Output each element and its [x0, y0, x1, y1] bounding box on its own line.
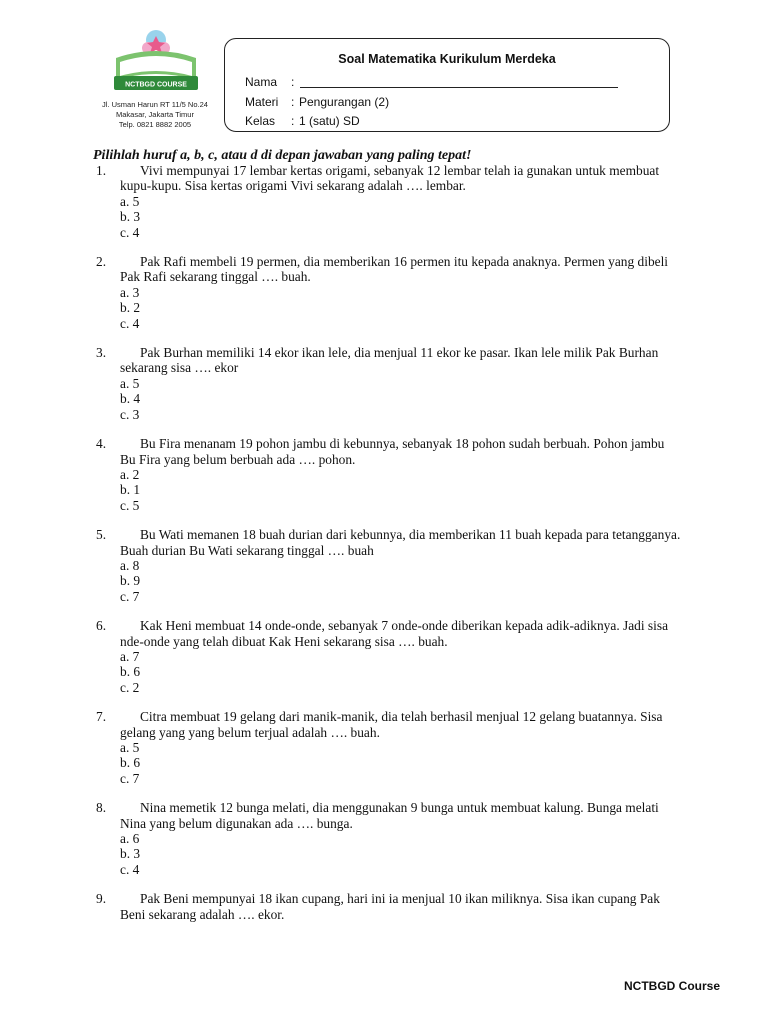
answer-option[interactable]: c. 7 [120, 770, 140, 786]
question-item [96, 527, 681, 604]
question-number: 9. [96, 891, 107, 907]
answer-option[interactable]: c. 7 [120, 588, 140, 604]
header-box [224, 38, 670, 132]
class-value: 1 (satu) SD [299, 114, 360, 128]
question-item [96, 163, 681, 240]
answer-option[interactable]: c. 4 [120, 315, 140, 331]
question-number: 2. [96, 254, 107, 270]
question-item [96, 345, 681, 422]
answer-option[interactable]: b. 4 [120, 391, 141, 407]
answer-option[interactable]: a. 6 [120, 831, 140, 847]
address-line: Telp. 0821 8882 2005 [118, 120, 192, 129]
question-item [96, 618, 681, 695]
answer-option[interactable]: c. 5 [120, 497, 140, 513]
class-row: Kelas : 1 (satu) SD [245, 114, 360, 128]
question-number: 8. [96, 800, 107, 816]
answer-option[interactable]: b. 3 [120, 209, 141, 225]
course-logo [96, 28, 216, 100]
subject-row: Materi : Pengurangan (2) [245, 95, 390, 109]
question-list [96, 163, 681, 922]
answer-option[interactable]: b. 6 [120, 664, 141, 680]
answer-option[interactable]: b. 9 [120, 573, 141, 589]
question-text: Vivi mempunyai 17 lembar kertas origami, sebanyak 12 lembar telah ia gunakan untuk membuat kupu-kupu. Sisa kertas origami Vivi sekarang adalah …. lembar. [120, 163, 660, 194]
question-text: Citra membuat 19 gelang dari manik-manik, dia telah berhasil menjual 12 gelang buatannya. Sisa gelang yang yang belum terjual adalah …. buah. [120, 709, 663, 740]
answer-option[interactable]: a. 5 [120, 193, 140, 209]
answer-option[interactable]: b. 3 [120, 846, 141, 862]
question-number: 5. [96, 527, 107, 543]
subject-label: Materi [245, 95, 279, 109]
answer-option[interactable]: a. 5 [120, 740, 140, 755]
answer-option[interactable]: a. 5 [120, 375, 140, 391]
address-line: Jl. Usman Harun RT 11/5 No.24 [102, 100, 208, 109]
question-item [96, 800, 681, 877]
question-text: Kak Heni membuat 14 onde-onde, sebanyak 7 onde-onde diberikan kepada adik-adiknya. Jadi sisa nde-onde yang telah dibuat Kak Heni sekarang sisa …. buah. [120, 618, 669, 649]
instruction: Pilihlah huruf a, b, c, atau d di depan jawaban yang paling tepat! [93, 148, 472, 163]
name-label: Nama [245, 75, 278, 89]
school-address [80, 100, 230, 130]
question-text: Bu Fira menanam 19 pohon jambu di kebunnya, sebanyak 18 pohon sudah berbuah. Pohon jambu Bu Fira yang belum berbuah ada …. pohon. [120, 436, 665, 467]
question-number: 6. [96, 618, 107, 634]
question-item [96, 891, 681, 922]
answer-option[interactable]: c. 3 [120, 406, 140, 422]
question-number: 4. [96, 436, 107, 452]
class-label: Kelas [245, 114, 276, 128]
question-text: Nina memetik 12 bunga melati, dia menggunakan 9 bunga untuk membuat kalung. Bunga melati Nina yang belum digunakan ada …. bunga. [120, 800, 659, 831]
answer-option[interactable]: a. 3 [120, 284, 140, 300]
answer-option[interactable]: a. 2 [120, 466, 140, 482]
question-number: 7. [96, 709, 107, 725]
answer-option[interactable]: b. 2 [120, 300, 141, 316]
name-field[interactable] [300, 75, 618, 88]
answer-option[interactable]: c. 2 [120, 679, 140, 695]
answer-option[interactable]: c. 4 [120, 224, 140, 240]
worksheet-title: Soal Matematika Kurikulum Merdeka [338, 52, 556, 66]
question-text: Bu Wati memanen 18 buah durian dari kebunnya, dia memberikan 11 buah kepada para tetangganya. Buah durian Bu Wati sekarang tinggal …. buah [120, 527, 681, 558]
answer-option[interactable]: a. 7 [120, 648, 140, 664]
question-item [96, 436, 681, 513]
answer-option[interactable]: c. 4 [120, 861, 140, 877]
subject-value: Pengurangan (2) [299, 95, 390, 109]
answer-option[interactable]: b. 6 [120, 755, 141, 771]
footer-label: NCTBGD Course [623, 979, 720, 993]
question-item [96, 254, 681, 331]
question-number: 3. [96, 345, 107, 361]
question-text: Pak Beni mempunyai 18 ikan cupang, hari ini ia menjual 10 ikan miliknya. Sisa ikan cupang Pak Beni sekarang adalah …. ekor. [120, 891, 660, 922]
question-number: 1. [96, 163, 107, 178]
answer-option[interactable]: b. 1 [120, 482, 141, 498]
answer-option[interactable]: a. 8 [120, 557, 140, 573]
logo-text: NCTBGD COURSE [125, 81, 187, 89]
question-text: Pak Rafi membeli 19 permen, dia memberikan 16 permen itu kepada anaknya. Permen yang dibeli Pak Rafi sekarang tinggal …. buah. [120, 254, 669, 285]
address-line: Makasar, Jakarta Timur [116, 110, 194, 119]
name-row: Nama : [245, 75, 618, 89]
question-text: Pak Burhan memiliki 14 ekor ikan lele, dia menjual 11 ekor ke pasar. Ikan lele milik Pak Burhan sekarang sisa …. ekor [120, 345, 659, 376]
question-item [96, 709, 681, 786]
